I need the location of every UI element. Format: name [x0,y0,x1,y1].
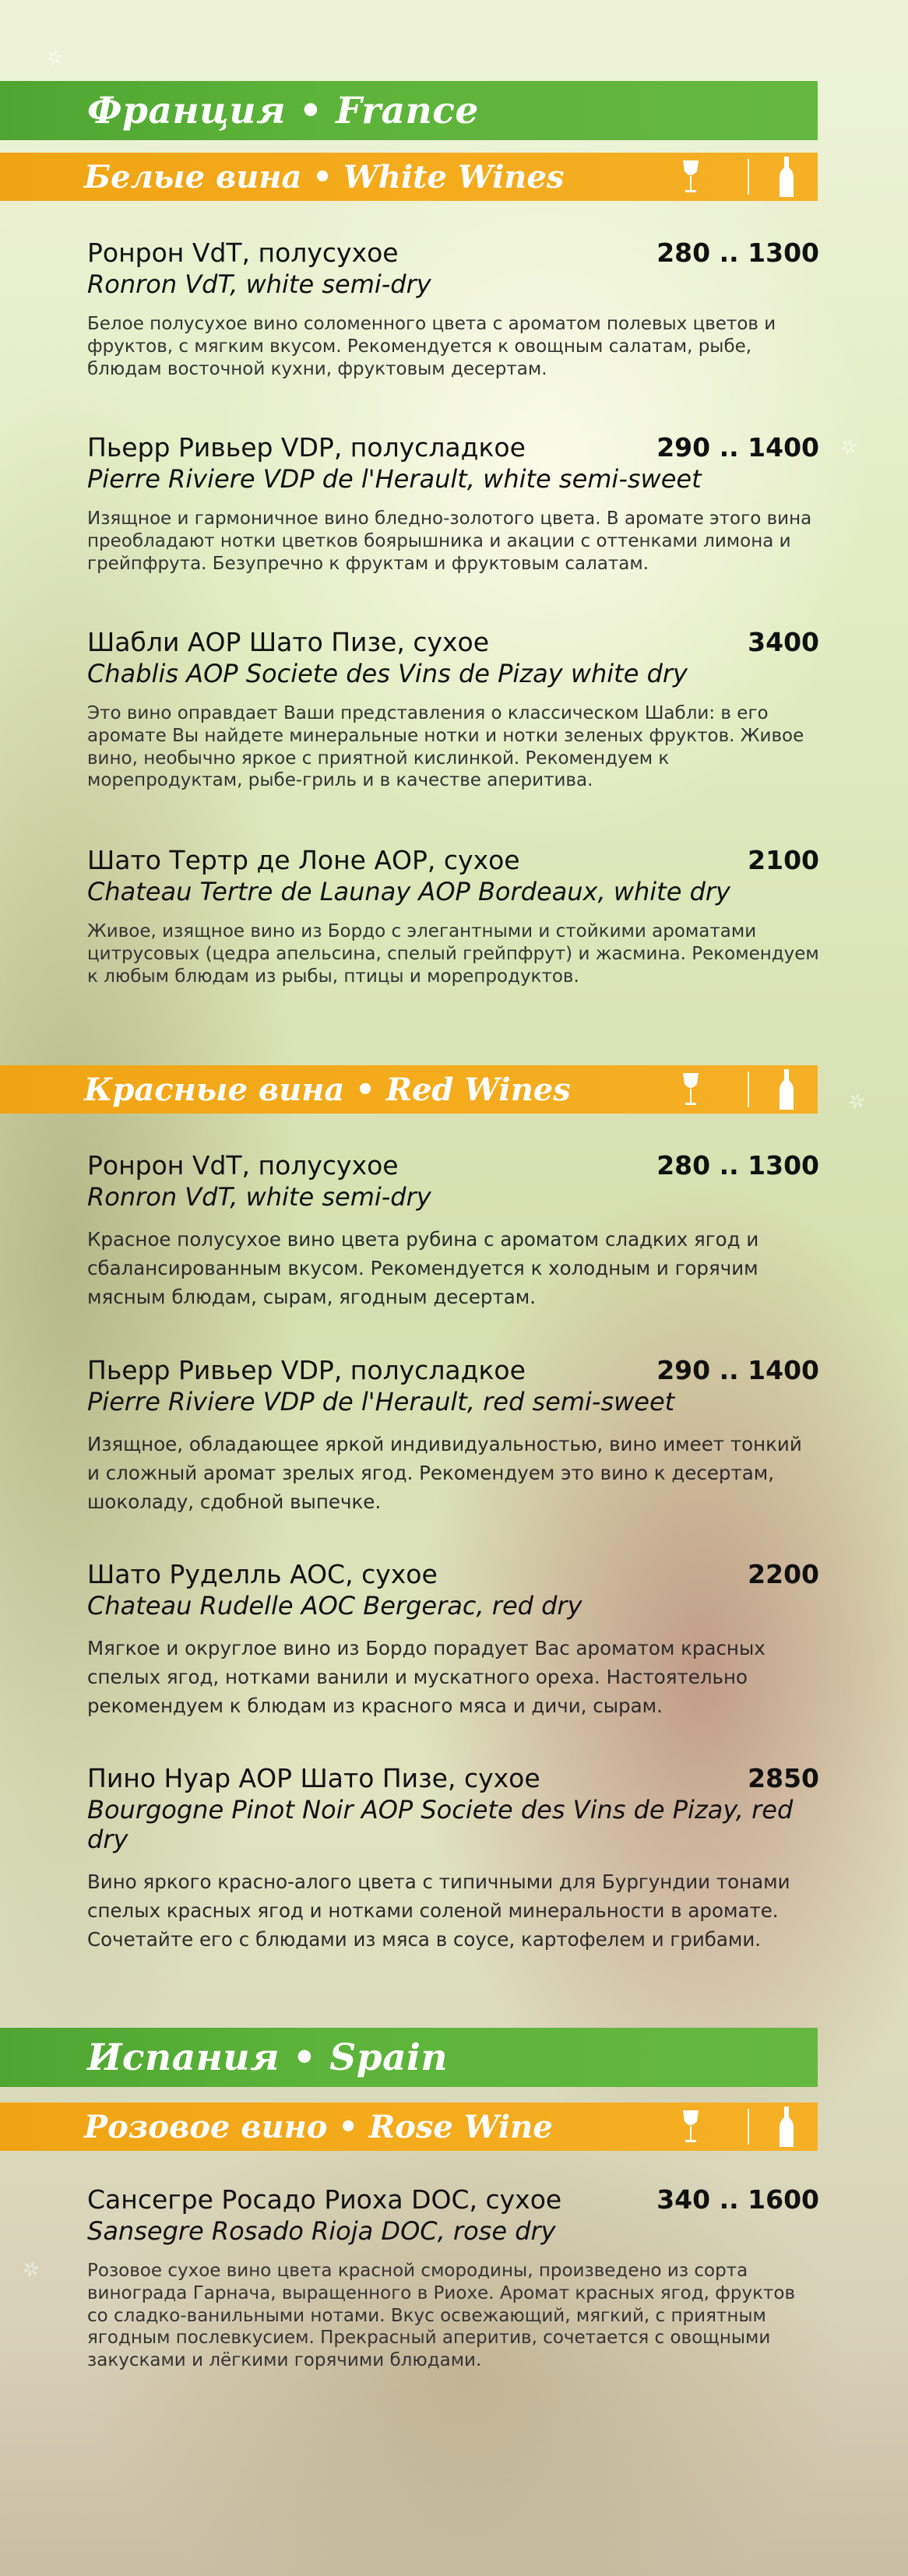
wine-item [87,2184,819,2372]
wine-item [87,1763,819,1954]
wine-item [87,238,819,380]
wine-subtitle: Chablis AOP Societe des Vins de Pizay white dry [87,659,688,688]
divider [748,1072,749,1107]
category-header-rose-wine [0,2103,818,2151]
wine-bottle-icon [777,1068,796,1110]
wine-description: Изящное и гармоничное вино бледно-золотого цвета. В аромате этого вина преобладают нотки цветков боярышника и акации с оттенками лимона и грейпфрута. Безупречно к фруктам и фруктовым салатам. [87,509,812,574]
divider [748,2109,749,2145]
country-title: Испания • Spain [87,2036,449,2079]
wine-description: Белое полусухое вино соломенного цвета с ароматом полевых цветов и фруктов, с мягким вкусом. Рекомендуется к овощным салатам, рыбе, блюдам восточной кухни, фруктовым десертам. [87,314,776,379]
category-title: Красные вина • Red Wines [84,1071,571,1108]
wine-glass-icon [681,2109,701,2145]
wine-item [87,1559,819,1720]
wine-description: Это вино оправдает Ваши представления о классическом Шабли: в его аромате Вы найдете минеральные нотки и нотки зеленых фруктов. Живое вино, необычно яркое с приятной кислинкой. Рекомендуем к морепродуктам, рыбе-гриль и в качестве аперитива. [87,703,804,791]
wine-glass-icon [681,159,701,195]
wine-bottle-icon [777,2106,796,2148]
category-title: Розовое вино • Rose Wine [84,2108,553,2145]
divider [748,159,749,195]
wine-name: Ронрон VdT, полусухое [87,238,399,268]
wine-item [87,627,819,792]
wine-description: Живое, изящное вино из Бордо с элегантными и стойкими ароматами цитрусовых (цедра апельсина, спелый грейпфрут) и жасмина. Рекомендуем к любым блюдам из рыбы, птицы и морепродуктов. [87,921,819,987]
wine-bottle-icon [777,156,796,198]
category-header-white-wines [0,153,818,201]
wine-description: Розовое сухое вино цвета красной смородины, произведено из сорта винограда Гарнача, выращенного в Риохе. Аромат красных ягод, фруктов со сладко-ванильными нотами. Вкус освежающий, мягкий, с приятным ягодным послевкусием. Прекрасный аперитив, сочетается с овощными закусками и лёгкими горячими блюдами. [87,2261,796,2370]
wine-description: Красное полусухое вино цвета рубина с ароматом сладких ягод и сбалансированным вкусом. Рекомендуется к холодным и горячим мясным блюдам, сырам, ягодным десертам. [87,1228,759,1308]
wine-price: 2200 [748,1559,819,1589]
category-header-red-wines [0,1065,818,1114]
watermark-icon: ✲ [40,44,70,73]
wine-name: Пьерр Ривьер VDP, полусладкое [87,432,526,463]
country-title: Франция • France [87,89,479,132]
watermark-icon: ✲ [835,433,864,463]
wine-price: 290 .. 1400 [656,432,819,463]
wine-item [87,1150,819,1311]
wine-subtitle: Pierre Riviere VDP de l'Herault, red semi-sweet [87,1387,675,1416]
wine-item [87,1355,819,1516]
wine-description: Мягкое и округлое вино из Бордо порадует Вас ароматом красных спелых ягод, нотками ванили и мускатного ореха. Настоятельно рекомендуем к блюдам из красного мяса и дичи, сырам. [87,1637,765,1717]
wine-name: Ронрон VdT, полусухое [87,1150,399,1181]
wine-subtitle: Sansegre Rosado Rioja DOC, rose dry [87,2216,556,2246]
wine-subtitle: Chateau Rudelle AOC Bergerac, red dry [87,1591,582,1621]
category-title: Белые вина • White Wines [84,158,565,195]
wine-name: Сансегре Росадо Риоха DOC, сухое [87,2184,562,2215]
wine-subtitle: Ronron VdT, white semi-dry [87,1182,431,1212]
wine-price: 2100 [748,845,819,875]
wine-name: Шато Тертр де Лоне АОР, сухое [87,845,520,875]
wine-description: Изящное, обладающее яркой индивидуальностью, вино имеет тонкий и сложный аромат зрелых ягод. Рекомендуем это вино к десертам, шоколаду, сдобной выпечке. [87,1433,802,1513]
wine-price: 280 .. 1300 [656,1150,819,1181]
wine-name: Пьерр Ривьер VDP, полусладкое [87,1355,526,1385]
wine-description: Вино яркого красно-алого цвета с типичными для Бургундии тонами спелых красных ягод и нотками соленой минеральности в аромате. Сочетайте его с блюдами из мяса в соусе, картофелем и грибами. [87,1870,790,1951]
wine-name: Пино Нуар АОР Шато Пизе, сухое [87,1763,540,1793]
country-header-france [0,81,818,140]
wine-item [87,845,819,987]
wine-price: 280 .. 1300 [656,238,819,268]
wine-subtitle: Ronron VdT, white semi-dry [87,269,431,299]
wine-subtitle: Chateau Tertre de Launay AOP Bordeaux, white dry [87,877,730,906]
wine-price: 3400 [748,627,819,657]
wine-price: 340 .. 1600 [656,2184,819,2215]
wine-glass-icon [681,1072,701,1107]
wine-price: 2850 [748,1763,819,1793]
wine-subtitle: Bourgogne Pinot Noir AOP Societe des Vins de Pizay, red dry [87,1795,794,1854]
wine-name: Шато Руделль AOC, сухое [87,1559,438,1589]
watermark-icon: ✲ [843,1087,872,1117]
watermark-icon: ✲ [17,2255,47,2285]
wine-subtitle: Pierre Riviere VDP de l'Herault, white semi-sweet [87,464,702,494]
wine-item [87,432,819,575]
wine-name: Шабли АОР Шато Пизе, сухое [87,627,490,657]
country-header-spain [0,2028,818,2087]
wine-price: 290 .. 1400 [656,1355,819,1385]
